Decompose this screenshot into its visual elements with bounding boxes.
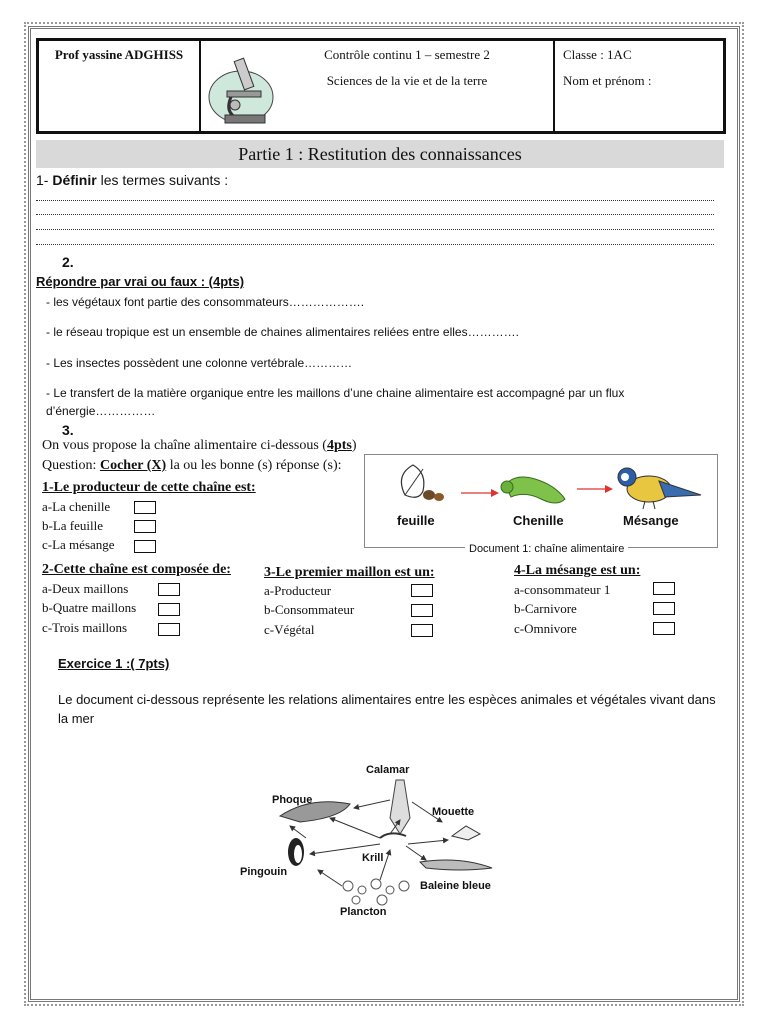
g4-checkbox-c[interactable]	[653, 622, 675, 635]
q3-question-label: Question:	[42, 458, 100, 473]
q3-question-verb: Cocher (X)	[99, 458, 167, 473]
food-web-diagram	[230, 760, 530, 930]
label-krill: Krill	[362, 852, 384, 864]
document-1-caption: Document 1: chaîne alimentaire	[465, 543, 628, 555]
g2-checkbox-a[interactable]	[158, 583, 180, 596]
g4-title: 4-La mésange est un:	[514, 563, 641, 578]
g1-option-c: c-La mésange	[42, 537, 115, 552]
header-middle	[201, 41, 555, 131]
food-chain-illustration	[365, 455, 719, 549]
g2-option-b: b-Quatre maillons	[42, 600, 137, 615]
g3-checkbox-c[interactable]	[411, 624, 433, 637]
whale-icon	[420, 860, 492, 870]
label-baleine: Baleine bleue	[420, 880, 491, 892]
g4-option-a: a-consommateur 1	[514, 582, 611, 597]
marine-food-web	[230, 760, 530, 930]
g1-checkbox-b[interactable]	[134, 520, 156, 533]
vf-item-4: - Le transfert de la matière organique entre les maillons d’une chaine alimentaire est accompagné par un flux d’énergie……………	[46, 386, 625, 418]
q3-intro-text: On vous propose la chaîne alimentaire ci-dessous (	[42, 438, 327, 453]
answer-line-4[interactable]	[36, 244, 714, 245]
g1-title: 1-Le producteur de cette chaîne est:	[42, 480, 256, 495]
q3-intro	[42, 438, 357, 454]
g1-checkbox-c[interactable]	[134, 540, 156, 553]
q2-number: 2.	[62, 254, 74, 270]
g1-option-a: a-La chenille	[42, 499, 111, 514]
microscope-illustration	[205, 49, 277, 129]
g3-title: 3-Le premier maillon est un:	[264, 565, 435, 580]
g2-option-c: c-Trois maillons	[42, 620, 128, 635]
document-1-food-chain	[364, 454, 718, 555]
g3-option-a: a-Producteur	[264, 583, 332, 598]
q3-question	[42, 458, 342, 474]
plankton-icon	[343, 879, 409, 905]
answer-line-2[interactable]	[36, 214, 714, 215]
answer-line-3[interactable]	[36, 229, 714, 230]
part1-banner: Partie 1 : Restitution des connaissances	[36, 140, 724, 168]
g2-option-a: a-Deux maillons	[42, 581, 129, 596]
g3-checkbox-a[interactable]	[411, 584, 433, 597]
gull-icon	[452, 826, 480, 840]
g3-option-b: b-Consommateur	[264, 602, 355, 617]
g2-checkbox-c[interactable]	[158, 623, 180, 636]
q1-verb: Définir	[52, 172, 97, 188]
q1-number: 1-	[36, 172, 53, 188]
q1-instruction	[36, 172, 228, 188]
bird-icon	[618, 468, 701, 509]
g4-checkbox-a[interactable]	[653, 582, 675, 595]
header-right	[555, 41, 723, 131]
header-nom: Nom et prénom :	[563, 73, 652, 88]
g1-checkbox-a[interactable]	[134, 501, 156, 514]
label-phoque: Phoque	[272, 794, 313, 806]
label-mouette: Mouette	[432, 806, 475, 818]
q3-number: 3.	[62, 422, 74, 438]
g2-title: 2-Cette chaîne est composée de:	[42, 562, 231, 577]
q3-points: 4pts	[326, 438, 352, 453]
label-calamar: Calamar	[366, 764, 410, 776]
label-chenille: Chenille	[513, 513, 564, 528]
g4-checkbox-b[interactable]	[653, 602, 675, 615]
label-feuille: feuille	[397, 513, 435, 528]
header-prof: Prof yassine ADGHISS	[39, 41, 201, 131]
vf-item-1: - les végétaux font partie des consommateurs……………….	[46, 295, 365, 309]
q1-rest: les termes suivants :	[96, 172, 229, 188]
label-mesange: Mésange	[623, 513, 679, 528]
g2-checkbox-b[interactable]	[158, 603, 180, 616]
vf-item-2: - le réseau tropique est un ensemble de chaines alimentaires reliées entre elles………….	[46, 325, 519, 339]
q2-title: Répondre par vrai ou faux : (4pts)	[36, 274, 245, 289]
leaf-icon	[401, 465, 444, 501]
g1-option-b: b-La feuille	[42, 518, 103, 533]
header-classe: Classe : 1AC	[563, 47, 632, 62]
krill-icon	[380, 833, 406, 838]
caterpillar-icon	[501, 477, 565, 503]
header-subject: Sciences de la vie et de la terre	[326, 73, 488, 88]
label-pingouin: Pingouin	[240, 866, 288, 878]
g3-option-c: c-Végétal	[264, 622, 315, 637]
q3-intro-end: )	[351, 438, 357, 453]
vf-item-3: - Les insectes possèdent une colonne vertébrale…………	[46, 356, 353, 370]
exercise-1-text: Le document ci-dessous représente les relations alimentaires entre les espèces animales et végétales vivant dans la mer	[58, 692, 716, 726]
g3-checkbox-b[interactable]	[411, 604, 433, 617]
exercise-1-title: Exercice 1 :( 7pts)	[58, 656, 170, 671]
q3-question-rest: la ou les bonne (s) réponse (s):	[166, 458, 342, 473]
g4-option-c: c-Omnivore	[514, 621, 577, 636]
squid-icon	[390, 780, 410, 834]
answer-line-1[interactable]	[36, 200, 714, 201]
header-table	[36, 38, 726, 134]
g4-option-b: b-Carnivore	[514, 601, 577, 616]
header-title: Contrôle continu 1 – semestre 2	[324, 47, 490, 62]
label-plancton: Plancton	[340, 906, 387, 918]
